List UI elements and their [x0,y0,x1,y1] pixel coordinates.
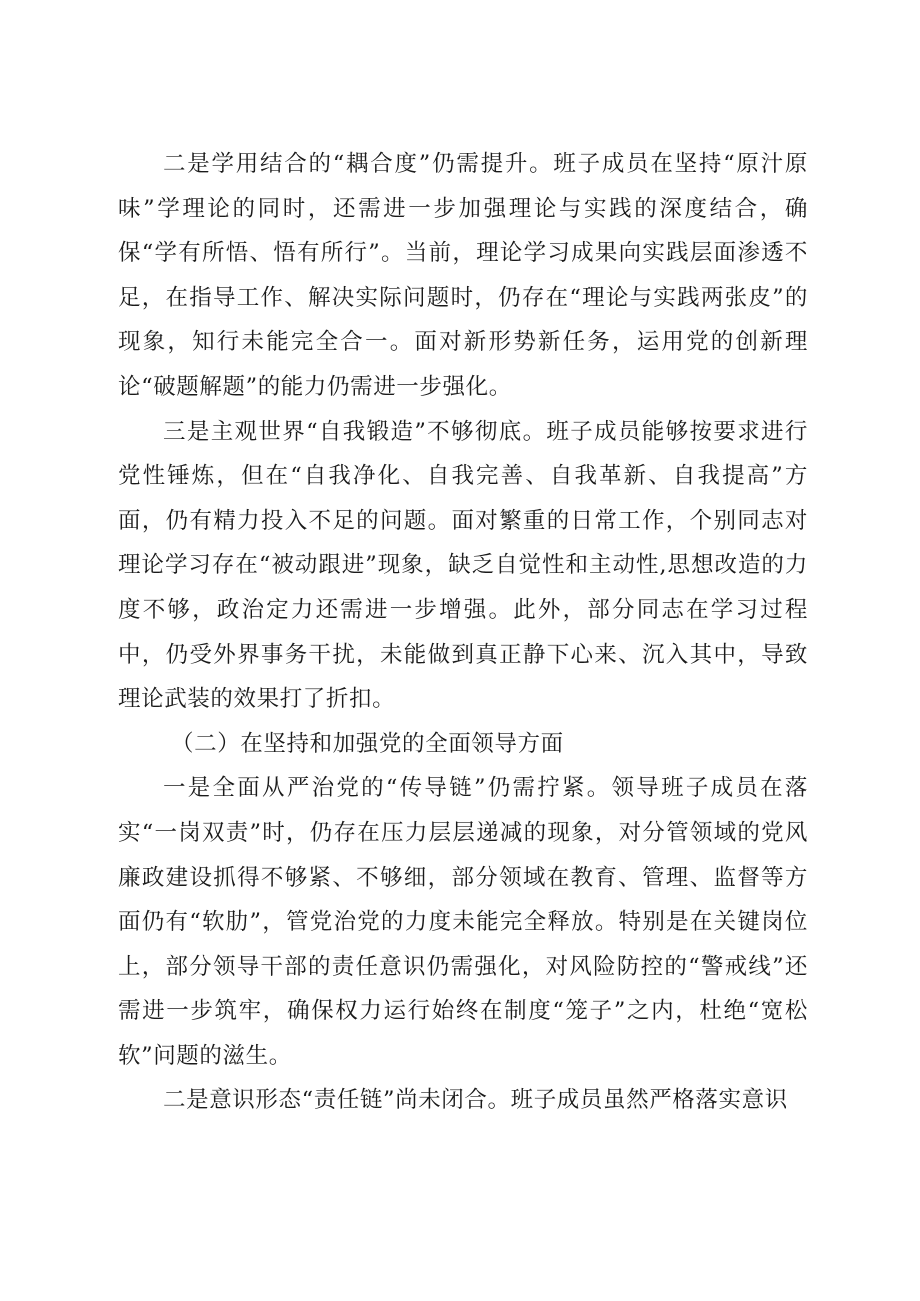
paragraph-responsibility-chain: 二是意识形态“责任链”尚未闭合。班子成员虽然严格落实意识 [163,1087,788,1114]
paragraph-self-forging: 三是主观世界“自我锻造”不够彻底。班子成员能够按要求进行党性锤炼，但在“自我净化、自我完善、自我革新、自我提高”方面，仍有精力投入不足的问题。面对繁重的日常工作，个别同志对理论学习存在“被动跟进”现象，缺乏自觉性和主动性,思想改造的力度不够，政治定力还需进一步增强。此外，部分同志在学习过程中，仍受外界事务干扰，未能做到真正静下心来、沉入其中，导致理论武装的效果打了折扣。 [118,418,808,713]
section-heading: （二）在坚持和加强党的全面领导方面 [171,730,564,757]
paragraph-coupling-degree: 二是学用结合的“耦合度”仍需提升。班子成员在坚持“原汁原味”学理论的同时，还需进一步加强理论与实践的深度结合，确保“学有所悟、悟有所行”。当前，理论学习成果向实践层面渗透不足，在指导工作、解决实际问题时，仍存在“理论与实践两张皮”的现象，知行未能完全合一。面对新形势新任务，运用党的创新理论“破题解题”的能力仍需进一步强化。 [118,151,808,400]
document-body [118,142,808,1123]
paragraph-transmission-chain: 一是全面从严治党的“传导链”仍需拧紧。领导班子成员在落实“一岗双责”时，仍存在压力层层递减的现象，对分管领域的党风廉政建设抓得不够紧、不够细，部分领域在教育、管理、监督等方面仍有“软肋”，管党治党的力度未能完全释放。特别是在关键岗位上，部分领导干部的责任意识仍需强化，对风险防控的“警戒线”还需进一步筑牢，确保权力运行始终在制度“笼子”之内，杜绝“宽松软”问题的滋生。 [118,775,808,1069]
